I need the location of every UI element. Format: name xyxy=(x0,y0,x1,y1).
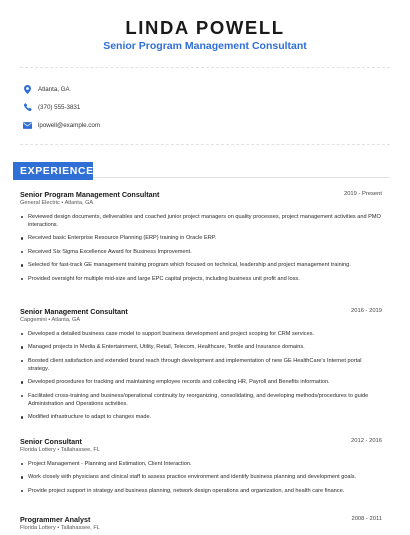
bullet-dot-icon xyxy=(21,463,23,465)
job-entry xyxy=(20,307,382,427)
company-name: Florida Lottery xyxy=(20,525,56,531)
company-name: General Electric xyxy=(20,200,60,206)
job-dates: 2016 - 2019 xyxy=(351,308,382,314)
contact-email xyxy=(23,119,100,131)
experience-section-heading xyxy=(13,162,93,180)
contact-location xyxy=(23,83,70,95)
location-text: Atlanta, GA xyxy=(38,85,70,93)
list-item xyxy=(20,343,382,351)
list-item xyxy=(20,330,382,338)
candidate-name: LINDA POWELL xyxy=(125,17,285,38)
bullet-dot-icon xyxy=(21,278,23,280)
bullet-dot-icon xyxy=(21,216,23,218)
job-company: Capgemini • Atlanta, GA xyxy=(20,317,81,323)
company-location: Tallahassee, FL xyxy=(60,525,100,531)
bullet-text: Received Six Sigma Excellence Award for Business Improvement. xyxy=(28,248,192,255)
company-location: Atlanta, GA xyxy=(64,200,94,206)
list-item xyxy=(20,460,382,468)
job-title: Senior Consultant xyxy=(20,437,82,446)
bullet-text: Provide project support in strategy and business planning, network design operations and organization, and health care finance. xyxy=(28,487,345,494)
envelope-icon xyxy=(23,121,32,130)
job-entry xyxy=(20,437,382,500)
contact-phone xyxy=(23,101,80,113)
candidate-title: Senior Program Management Consultant xyxy=(103,40,307,52)
job-dates: 2008 - 2011 xyxy=(351,516,382,522)
list-item xyxy=(20,392,382,408)
bullet-text: Boosted client satisfaction and extended brand reach through development and implementation of new GE HealthCare's Internet portal strategy. xyxy=(28,357,362,372)
job-company: General Electric • Atlanta, GA xyxy=(20,200,94,206)
contact-divider xyxy=(20,144,390,145)
email-text[interactable]: lpowell@example.com xyxy=(38,121,100,129)
bullet-dot-icon xyxy=(21,490,23,492)
bullet-dot-icon xyxy=(21,346,23,348)
bullet-dot-icon xyxy=(21,264,23,266)
bullet-text: Reviewed design documents, deliverables and coached junior project managers on quality processes, project management activities and PMO interactions. xyxy=(28,214,381,229)
job-bullets xyxy=(20,330,382,421)
bullet-dot-icon xyxy=(21,333,23,335)
list-item xyxy=(20,248,382,256)
job-bullets xyxy=(20,460,382,495)
bullet-dot-icon xyxy=(21,416,23,418)
bullet-dot-icon xyxy=(21,237,23,239)
section-rule xyxy=(93,177,390,178)
bullet-dot-icon xyxy=(21,251,23,253)
list-item xyxy=(20,473,382,481)
map-pin-icon xyxy=(23,85,32,94)
bullet-text: Received basic Enterprise Resource Planning (ERP) training in Oracle ERP. xyxy=(28,235,217,242)
bullet-text: Developed a detailed business case model to support business development and project scoping for CRM services. xyxy=(28,331,315,337)
company-location: Tallahassee, FL xyxy=(60,447,100,453)
list-item xyxy=(20,357,382,373)
experience-heading-label: EXPERIENCE xyxy=(20,165,94,177)
company-location: Atlanta, GA xyxy=(51,317,81,323)
job-title: Senior Program Management Consultant xyxy=(20,190,160,199)
bullet-text: Project Management - Planning and Estimation, Client Interaction. xyxy=(28,461,192,467)
job-entry xyxy=(20,190,382,288)
phone-icon xyxy=(23,103,32,112)
job-title: Senior Management Consultant xyxy=(20,307,128,316)
list-item xyxy=(20,487,382,495)
bullet-text: Provided oversight for multiple mid-size and large EPC capital projects, including business unit profit and loss. xyxy=(28,275,300,282)
company-name: Capgemini xyxy=(20,317,47,323)
list-item xyxy=(20,261,382,269)
phone-text: (370) 555-3831 xyxy=(38,103,81,111)
list-item xyxy=(20,213,382,229)
job-company: Florida Lottery • Tallahassee, FL xyxy=(20,525,100,531)
bullet-text: Facilitated cross-training and business/operational continuity by reorganizing, consolidating, and developing methods/procedures to guide Administration and Operations activities. xyxy=(28,392,369,407)
bullet-text: Modified infrastructure to adapt to changes made. xyxy=(28,414,152,421)
company-name: Florida Lottery xyxy=(20,447,56,453)
job-company: Florida Lottery • Tallahassee, FL xyxy=(20,447,100,453)
bullet-dot-icon xyxy=(21,381,23,383)
job-dates: 2019 - Present xyxy=(343,191,382,197)
bullet-text: Managed projects in Media & Entertainment, Utility, Retail, Telecom, Healthcare, Textile and Insurance domains. xyxy=(28,344,305,351)
job-bullets xyxy=(20,213,382,283)
list-item xyxy=(20,378,382,386)
list-item xyxy=(20,275,382,283)
bullet-text: Work closely with physicians and clinical staff to assess practice environment and identify business planning and development goals. xyxy=(28,474,357,481)
list-item xyxy=(20,413,382,421)
bullet-dot-icon xyxy=(21,360,23,362)
list-item xyxy=(20,234,382,242)
bullet-dot-icon xyxy=(21,476,23,478)
job-entry xyxy=(20,515,382,535)
bullet-text: Developed procedures for tracking and maintaining employee records and collecting HR, Payroll and Benefits information. xyxy=(28,379,330,386)
job-title: Programmer Analyst xyxy=(20,515,91,524)
job-dates: 2012 - 2016 xyxy=(351,438,382,444)
bullet-text: Selected for fast-track GE management training program which focused on technical, leadership and project management training. xyxy=(28,262,351,269)
header-divider xyxy=(20,67,390,68)
bullet-dot-icon xyxy=(21,395,23,397)
